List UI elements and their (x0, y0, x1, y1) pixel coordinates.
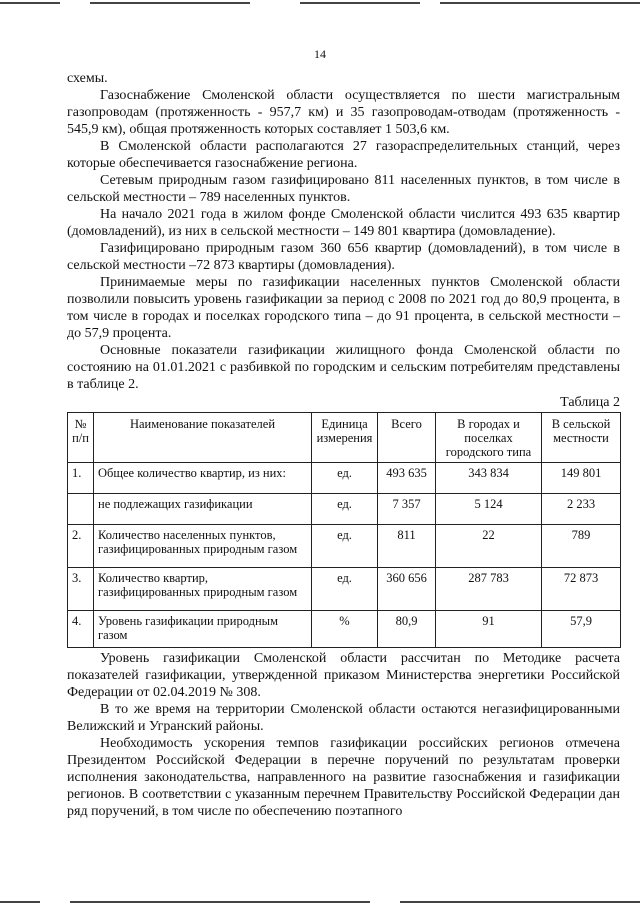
cell-no: 4. (68, 611, 94, 648)
paragraph: На начало 2021 года в жилом фонде Смоленской области числится 493 635 квартир (домовладений), из них в сельской местности – 149 801 квартира (домовладение). (67, 207, 620, 239)
header-rural: В сельской местности (542, 413, 621, 463)
page-number: 14 (314, 47, 326, 61)
cell-urban: 287 783 (436, 568, 542, 611)
gasification-table (67, 412, 621, 648)
cell-urban: 22 (436, 525, 542, 568)
cell-no: 2. (68, 525, 94, 568)
cell-unit: ед. (312, 494, 378, 525)
cell-name: Общее количество квартир, из них: (94, 463, 312, 494)
cell-rural: 789 (542, 525, 621, 568)
header-no: № п/п (68, 413, 94, 463)
header-name: Наименование показателей (94, 413, 312, 463)
cell-unit: ед. (312, 463, 378, 494)
cell-urban: 343 834 (436, 463, 542, 494)
paragraph: Необходимость ускорения темпов газификации российских регионов отмечена Президентом Российской Федерации в перечне поручений по результатам проверки исполнения законодательства, направленного на развитие газоснабжения и газификации регионов. В соответствии с указанным перечнем Правительству Российской Федерации дан ряд поручений, в том числе по обеспечению поэтапного (67, 736, 620, 819)
cell-urban: 5 124 (436, 494, 542, 525)
cell-name: Уровень газификации природным газом (94, 611, 312, 648)
paragraph: схемы. (67, 71, 108, 86)
table-row (68, 494, 621, 525)
document-body (67, 70, 620, 820)
header-total: Всего (378, 413, 436, 463)
cell-total: 7 357 (378, 494, 436, 525)
header-urban: В городах и поселках городского типа (436, 413, 542, 463)
cell-rural: 149 801 (542, 463, 621, 494)
cell-total: 811 (378, 525, 436, 568)
paragraph: Сетевым природным газом газифицировано 811 населенных пунктов, в том числе в сельской местности – 789 населенных пунктов. (67, 173, 620, 205)
header-unit: Единица измерения (312, 413, 378, 463)
table-row (68, 568, 621, 611)
scan-edge-bottom (0, 899, 640, 905)
cell-total: 360 656 (378, 568, 436, 611)
cell-unit: ед. (312, 568, 378, 611)
paragraph: В Смоленской области располагаются 27 газораспределительных станций, через которые обеспечивается газоснабжение региона. (67, 139, 620, 171)
cell-urban: 91 (436, 611, 542, 648)
scan-edge-top (0, 0, 640, 6)
table-row (68, 611, 621, 648)
cell-rural: 2 233 (542, 494, 621, 525)
paragraph: Основные показатели газификации жилищного фонда Смоленской области по состоянию на 01.01.2021 с разбивкой по городским и сельским потребителям представлены в таблице 2. (67, 343, 620, 392)
paragraphs-after (67, 650, 620, 820)
table-caption: Таблица 2 (560, 395, 620, 410)
cell-total: 80,9 (378, 611, 436, 648)
cell-no (68, 494, 94, 525)
paragraph: Газоснабжение Смоленской области осуществляется по шести магистральным газопроводам (протяженность - 957,7 км) и 35 газопроводам-отводам (протяженность - 545,9 км), общая протяженность которых составляет 1 503,6 км. (67, 88, 620, 137)
cell-name: Количество квартир, газифицированных природным газом (94, 568, 312, 611)
cell-rural: 57,9 (542, 611, 621, 648)
table-row (68, 463, 621, 494)
paragraph: Принимаемые меры по газификации населенных пунктов Смоленской области позволили повысить уровень газификации за период с 2008 по 2021 год до 80,9 процента, в том числе в городах и поселках городского типа – до 91 процента, в сельской местности – до 57,9 процента. (67, 275, 620, 341)
cell-name: Количество населенных пунктов, газифицированных природным газом (94, 525, 312, 568)
paragraph: Газифицировано природным газом 360 656 квартир (домовладений), в том числе в сельской местности –72 873 квартиры (домовладения). (67, 241, 620, 273)
cell-no: 3. (68, 568, 94, 611)
cell-rural: 72 873 (542, 568, 621, 611)
table-header-row (68, 413, 621, 463)
cell-name: не подлежащих газификации (94, 494, 312, 525)
cell-unit: ед. (312, 525, 378, 568)
paragraph: В то же время на территории Смоленской области остаются негазифицированными Велижский и Угранский районы. (67, 702, 620, 734)
cell-total: 493 635 (378, 463, 436, 494)
paragraph: Уровень газификации Смоленской области рассчитан по Методике расчета показателей газификации, утвержденной приказом Министерства энергетики Российской Федерации от 02.04.2019 № 308. (67, 651, 620, 700)
cell-unit: % (312, 611, 378, 648)
table-row (68, 525, 621, 568)
cell-no: 1. (68, 463, 94, 494)
paragraphs-before (67, 70, 620, 393)
